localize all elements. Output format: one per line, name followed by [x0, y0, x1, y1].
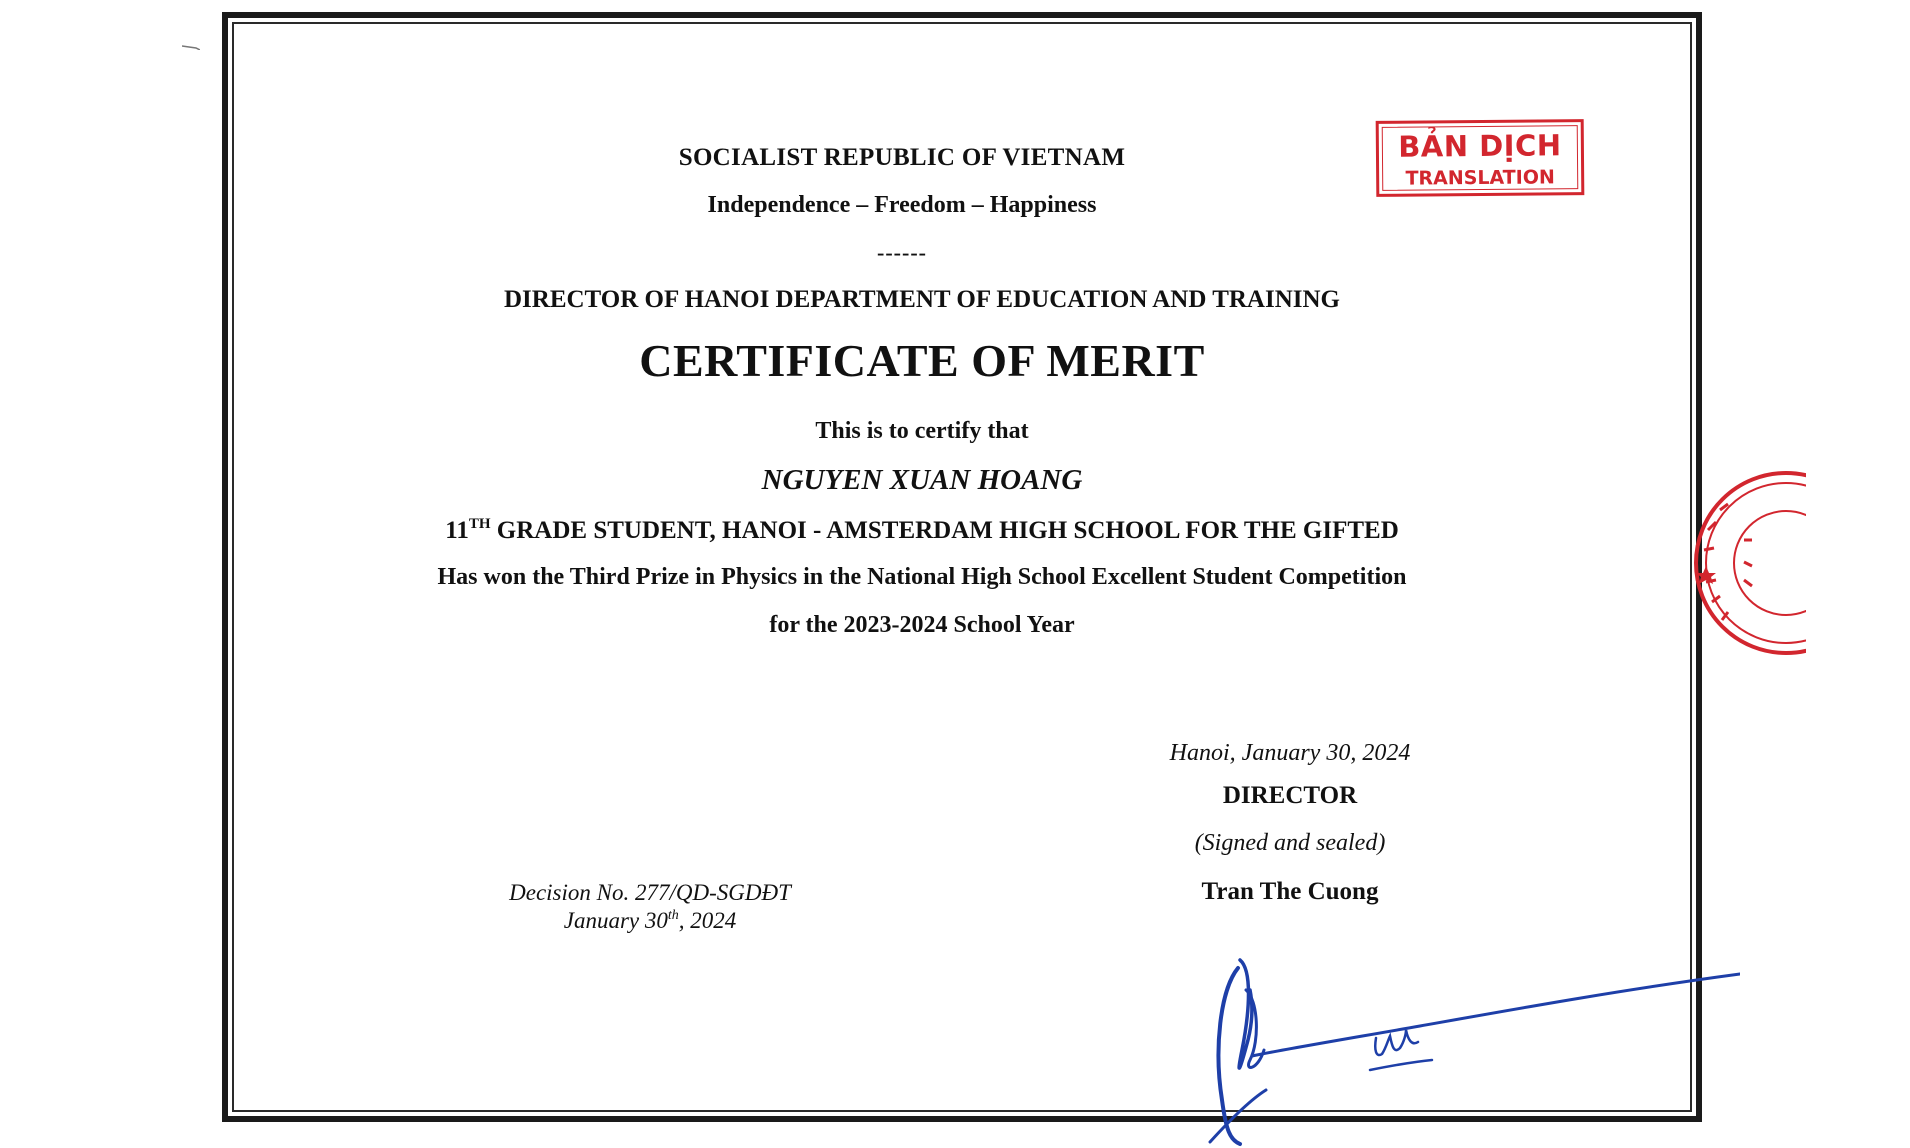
stamp-sub-text: TRANSLATION [1405, 166, 1555, 190]
scan-mark [182, 44, 200, 50]
decision-date-suffix: th [667, 908, 679, 923]
grade-and-school [192, 516, 1652, 545]
signed-sealed-note: (Signed and sealed) [1194, 830, 1386, 856]
handwritten-signature [1180, 930, 1740, 1148]
certify-statement: This is to certify that [815, 418, 1029, 444]
signer-title: DIRECTOR [1222, 782, 1358, 809]
decision-number: Decision No. 277/QD-SGDĐT [509, 880, 791, 905]
header-divider: ------ [877, 240, 927, 265]
national-motto: Independence – Freedom – Happiness [707, 192, 1097, 218]
grade-school-text: GRADE STUDENT, HANOI - AMSTERDAM HIGH SCHOOL FOR THE GIFTED [490, 517, 1399, 544]
signer-name: Tran The Cuong [1201, 878, 1379, 905]
school-year: for the 2023-2024 School Year [769, 612, 1075, 638]
decision-date [440, 908, 860, 934]
country-name: SOCIALIST REPUBLIC OF VIETNAM [678, 144, 1126, 171]
prize-statement: Has won the Third Prize in Physics in the National High School Excellent Student Competition [437, 564, 1407, 590]
decision-date-prefix: January 30 [563, 908, 668, 933]
stamp-main-text: BẢN DỊCH [1398, 128, 1562, 164]
recipient-name: NGUYEN XUAN HOANG [761, 464, 1083, 496]
grade-suffix: TH [468, 516, 491, 532]
issuing-authority: DIRECTOR OF HANOI DEPARTMENT OF EDUCATION AND TRAINING [503, 286, 1340, 313]
decision-date-rest: , 2024 [678, 908, 737, 933]
official-seal [1686, 470, 1806, 656]
grade-number: 11 [445, 517, 469, 544]
certificate-title: CERTIFICATE OF MERIT [639, 335, 1205, 386]
place-and-date: Hanoi, January 30, 2024 [1169, 740, 1411, 766]
